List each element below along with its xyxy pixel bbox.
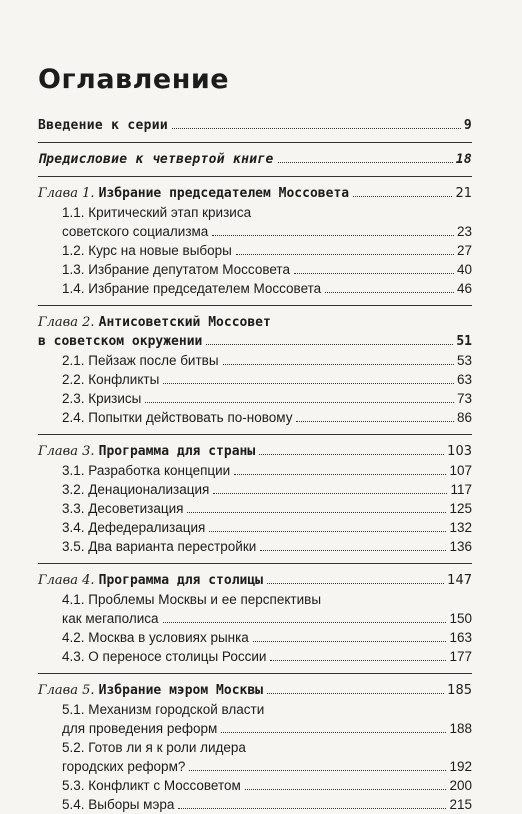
section-entry — [38, 222, 472, 241]
section-entry-text: 2.4. Попытки действовать по-новому — [62, 410, 293, 425]
section-entry — [38, 757, 472, 776]
dot-leader — [267, 583, 444, 584]
section-entry-text: 4.2. Москва в условиях рынка — [62, 630, 249, 645]
dot-leader — [267, 693, 444, 694]
section-entry — [38, 776, 472, 795]
dot-leader — [294, 273, 454, 274]
section-entry-text: 2.3. Кризисы — [62, 391, 142, 406]
page-number: 21 — [455, 186, 472, 201]
dot-leader — [163, 622, 447, 623]
chapter-heading — [38, 313, 472, 332]
section-entry-text: для проведения реформ — [62, 721, 218, 736]
section-entry-text: 3.2. Денационализация — [62, 482, 210, 497]
toc-entry-intro — [38, 150, 472, 169]
section-entry — [38, 241, 472, 260]
section-entry — [38, 537, 472, 556]
toc-entry-intro — [38, 116, 472, 135]
section-entry-text: 1.4. Избрание председателем Моссовета — [62, 281, 322, 296]
chapter-heading-cont-text: в советском окружении — [38, 334, 203, 349]
page-number: 23 — [456, 224, 472, 239]
chapter-title: Антисоветский Моссовет — [98, 315, 271, 330]
table-of-contents — [38, 116, 472, 814]
toc-entry-intro-text: Предисловие к четвертой книге — [38, 152, 274, 167]
dot-leader — [178, 808, 446, 809]
section-entry-text: 4.1. Проблемы Москвы и ее перспективы — [62, 592, 322, 607]
chapter-heading-text — [38, 571, 263, 590]
section-entry-text: 3.4. Дефедерализация — [62, 520, 206, 535]
divider — [38, 673, 472, 674]
section-entry — [38, 628, 472, 647]
section-entry — [38, 260, 472, 279]
section-entry — [38, 351, 472, 370]
dot-leader — [213, 493, 447, 494]
section-entry-text: 2.2. Конфликты — [62, 372, 160, 387]
section-entry-text: 4.3. О переносе столицы России — [62, 649, 267, 664]
dot-leader — [223, 364, 454, 365]
page-number: 86 — [456, 410, 472, 425]
section-entry — [38, 590, 472, 609]
page-number: 53 — [456, 353, 472, 368]
divider — [38, 434, 472, 435]
section-entry — [38, 203, 472, 222]
section-entry — [38, 370, 472, 389]
dot-leader — [253, 641, 447, 642]
dot-leader — [221, 732, 446, 733]
page-number: 215 — [449, 797, 472, 812]
section-entry — [38, 518, 472, 537]
chapter-title: Избрание мэром Москвы — [98, 683, 264, 698]
divider — [38, 142, 472, 143]
section-entry-text: 5.3. Конфликт с Моссоветом — [62, 778, 241, 793]
section-entry — [38, 499, 472, 518]
dot-leader — [189, 770, 446, 771]
chapter-title: Избрание председателем Моссовета — [98, 186, 350, 201]
dot-leader — [212, 235, 454, 236]
page-number: 103 — [447, 444, 472, 459]
section-entry — [38, 389, 472, 408]
chapter-heading-text — [38, 681, 263, 700]
section-entry-text: 5.2. Готов ли я к роли лидера — [62, 740, 246, 755]
chapter-title: Программа для страны — [98, 444, 256, 459]
section-entry-text: 2.1. Пейзаж после битвы — [62, 353, 219, 368]
page-number: 18 — [455, 152, 472, 167]
page-title: Оглавление — [38, 64, 230, 95]
page-number: 188 — [449, 721, 472, 736]
dot-leader — [259, 454, 444, 455]
page-number: 27 — [456, 243, 472, 258]
page-number: 63 — [456, 372, 472, 387]
section-entry — [38, 461, 472, 480]
dot-leader — [325, 292, 454, 293]
section-entry — [38, 647, 472, 666]
page-number: 9 — [463, 118, 472, 133]
toc-entry-intro-text: Введение к серии — [38, 118, 169, 133]
page-number: 132 — [449, 520, 472, 535]
section-entry — [38, 480, 472, 499]
chapter-label: Глава 3. — [38, 444, 95, 459]
page-number: 73 — [456, 391, 472, 406]
page-number: 46 — [456, 281, 472, 296]
section-entry-text: как мегаполиса — [62, 611, 159, 626]
dot-leader — [187, 512, 446, 513]
section-entry — [38, 609, 472, 628]
page-number: 147 — [447, 573, 472, 588]
section-entry — [38, 719, 472, 738]
page-number: 125 — [449, 501, 472, 516]
chapter-label: Глава 2. — [38, 315, 95, 330]
section-entry-text: 3.5. Два варианта перестройки — [62, 539, 257, 554]
section-entry — [38, 279, 472, 298]
section-entry-text: 1.2. Курс на новые выборы — [62, 243, 232, 258]
section-entry-text: 1.1. Критический этап кризиса — [62, 205, 252, 220]
section-entry-text: 3.1. Разработка концепции — [62, 463, 231, 478]
page-number: 177 — [449, 649, 472, 664]
dot-leader — [145, 402, 454, 403]
chapter-label: Глава 4. — [38, 573, 95, 588]
dot-leader — [206, 344, 453, 345]
page-number: 150 — [449, 611, 472, 626]
dot-leader — [234, 474, 446, 475]
chapter-heading-text — [38, 184, 349, 203]
chapter-label: Глава 1. — [38, 186, 95, 201]
dot-leader — [353, 196, 452, 197]
dot-leader — [245, 789, 447, 790]
page-number: 117 — [450, 482, 472, 497]
dot-leader — [172, 128, 461, 129]
section-entry — [38, 700, 472, 719]
dot-leader — [278, 162, 453, 163]
page-number: 192 — [449, 759, 472, 774]
page-number: 136 — [449, 539, 472, 554]
chapter-heading-cont — [38, 332, 472, 351]
dot-leader — [296, 421, 454, 422]
divider — [38, 176, 472, 177]
divider — [38, 563, 472, 564]
page-number: 163 — [449, 630, 472, 645]
section-entry-text: советского социализма — [62, 224, 209, 239]
section-entry — [38, 738, 472, 757]
chapter-title: Программа для столицы — [98, 573, 264, 588]
page-number: 200 — [449, 778, 472, 793]
section-entry — [38, 408, 472, 427]
page-number: 185 — [447, 683, 472, 698]
divider — [38, 305, 472, 306]
dot-leader — [236, 254, 454, 255]
section-entry-text: 3.3. Десоветизация — [62, 501, 184, 516]
chapter-heading — [38, 442, 472, 461]
page-number: 51 — [456, 334, 472, 349]
section-entry-text: 5.4. Выборы мэра — [62, 797, 175, 812]
page-number: 107 — [449, 463, 472, 478]
dot-leader — [209, 531, 446, 532]
section-entry — [38, 795, 472, 814]
dot-leader — [270, 660, 446, 661]
dot-leader — [260, 550, 446, 551]
chapter-label: Глава 5. — [38, 683, 95, 698]
chapter-heading — [38, 571, 472, 590]
section-entry-text: 5.1. Механизм городской власти — [62, 702, 265, 717]
chapter-heading-text — [38, 442, 255, 461]
section-entry-text: городских реформ? — [62, 759, 186, 774]
dot-leader — [163, 383, 454, 384]
page-number: 40 — [456, 262, 472, 277]
chapter-heading — [38, 681, 472, 700]
section-entry-text: 1.3. Избрание депутатом Моссовета — [62, 262, 290, 277]
chapter-heading — [38, 184, 472, 203]
